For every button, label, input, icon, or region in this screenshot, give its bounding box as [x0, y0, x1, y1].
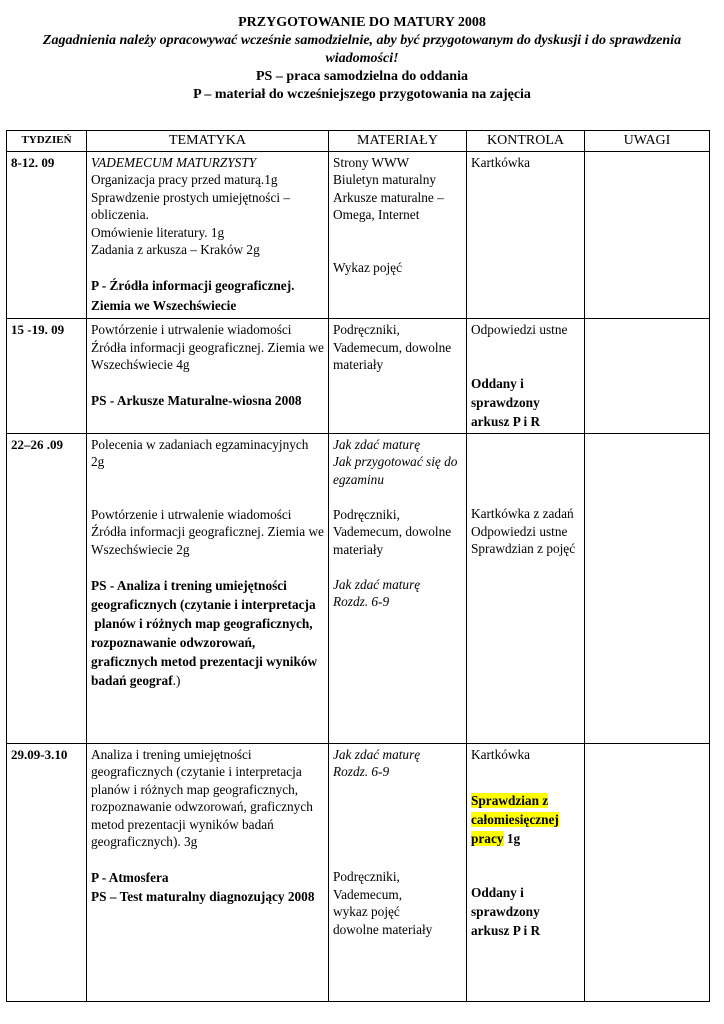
topic-bold-tail: .)	[172, 672, 181, 688]
control-line: Kartkówka z zadań	[471, 506, 574, 521]
material-line: Jak zdać maturę	[333, 436, 421, 452]
p-legend: P – materiał do wcześniejszego przygotowania na zajęcia	[193, 87, 531, 102]
topic-cell	[87, 743, 329, 1001]
material-line: Wykaz pojęć	[333, 259, 402, 275]
control-line: Sprawdzian z pojęć	[471, 541, 576, 556]
material-line: Vademecum,	[333, 886, 403, 902]
topic-bold-part: planów i różnych map geograficznych, rozpoznawanie odwzorowań, graficznych metod prezentacji wyników badań geograf	[91, 615, 318, 688]
control-highlight-tail: 1g	[503, 830, 521, 846]
topic-bold: PS – Test maturalny diagnozujący 2008	[91, 889, 315, 904]
control-cell	[467, 743, 585, 1001]
week-cell: 8-12. 09	[7, 151, 87, 319]
document-title: PRZYGOTOWANIE DO MATURY 2008	[238, 15, 486, 30]
table-header-row	[7, 131, 710, 152]
notes-cell	[585, 151, 710, 319]
topic-line: Organizacja pracy przed maturą.1g	[91, 172, 278, 187]
notes-cell	[585, 743, 710, 1001]
topic-bold	[91, 576, 324, 690]
topic-line: Polecenia w zadaniach egzaminacyjnych 2g	[91, 436, 309, 469]
column-header-notes: UWAGI	[585, 131, 710, 152]
control-line: Kartkówka	[471, 746, 531, 762]
material-line: Jak zdać maturę	[333, 576, 421, 592]
materials-cell: Podręczniki, Vademecum, dowolne materiały	[329, 319, 467, 434]
material-line: wykaz pojęć	[333, 904, 400, 919]
topic-bold: PS - Arkusze Maturalne-wiosna 2008	[91, 393, 302, 408]
material-line: Rozdz. 6-9	[333, 594, 390, 609]
topic-line: Powtórzenie i utrwalenie wiadomości Źródła informacji geograficznej. Ziemia we Wszechświecie 2g	[91, 506, 324, 557]
material-line: Strony WWW	[333, 154, 410, 170]
topic-bold-part: PS - Analiza i trening umiejętności geograficznych (czytanie i interpretacja	[91, 577, 316, 612]
control-cell: Kartkówka	[467, 151, 585, 319]
material-line: Jak przygotować się do egzaminu	[333, 454, 458, 487]
topic-line: Analiza i trening umiejętności geograficznych (czytanie i interpretacja planów i różnych map geograficznych, rozpoznawanie odwzorowań, graficznych metod prezentacji wyników badań geograficznych). 3g	[91, 746, 313, 849]
topic-line: Zadania z arkusza – Kraków 2g	[91, 242, 260, 257]
control-line: Odpowiedzi ustne	[471, 322, 568, 337]
document-header	[0, 14, 724, 104]
column-header-control: KONTROLA	[467, 131, 585, 152]
column-header-topics: TEMATYKA	[87, 131, 329, 152]
material-line: dowolne materiały	[333, 921, 433, 937]
control-highlight: Sprawdzian z całomiesięcznej pracy	[471, 792, 559, 846]
topic-bold: P - Atmosfera	[91, 870, 169, 885]
column-header-week: TYDZIEŃ	[7, 131, 87, 152]
topic-line: Powtórzenie i utrwalenie wiadomości Źródła informacji geograficznej. Ziemia we Wszechświecie 4g	[91, 322, 324, 372]
topic-cell	[87, 433, 329, 743]
notes-cell	[585, 433, 710, 743]
ps-legend: PS – praca samodzielna do oddania	[256, 69, 468, 84]
control-line: Odpowiedzi ustne	[471, 523, 568, 539]
material-line: Rozdz. 6-9	[333, 764, 390, 779]
schedule-table	[6, 130, 710, 1002]
material-line: Podręczniki,	[333, 869, 400, 884]
material-line: Podręczniki, Vademecum, dowolne materiały	[333, 506, 452, 557]
topic-line: VADEMECUM MATURZYSTY	[91, 154, 257, 170]
document-subtitle: Zagadnienia należy opracowywać wcześnie samodzielnie, aby być przygotowanym do dyskusji i do sprawdzenia wiadomości!	[42, 33, 682, 66]
control-cell	[467, 433, 585, 743]
table-row	[7, 743, 710, 1001]
table-row	[7, 151, 710, 319]
topic-bold: P - Źródła informacji geograficznej. Ziemia we Wszechświecie	[91, 278, 295, 313]
topic-line: Sprawdzenie prostych umiejętności – obliczenia.	[91, 189, 291, 222]
materials-cell	[329, 433, 467, 743]
week-cell: 15 -19. 09	[7, 319, 87, 434]
material-line: Arkusze maturalne – Omega, Internet	[333, 189, 444, 222]
notes-cell	[585, 319, 710, 434]
materials-cell	[329, 743, 467, 1001]
topic-cell	[87, 319, 329, 434]
table-row	[7, 433, 710, 743]
week-cell: 29.09-3.10	[7, 743, 87, 1001]
topic-cell	[87, 151, 329, 319]
control-cell	[467, 319, 585, 434]
control-bold: Oddany i sprawdzony arkusz P i R	[471, 884, 541, 938]
topic-line: Omówienie literatury. 1g	[91, 224, 225, 240]
column-header-materials: MATERIAŁY	[329, 131, 467, 152]
material-line: Biuletyn maturalny	[333, 172, 437, 187]
materials-cell	[329, 151, 467, 319]
table-row	[7, 319, 710, 434]
control-highlight-block	[471, 791, 580, 848]
material-line: Jak zdać maturę	[333, 746, 421, 762]
control-bold: Oddany i sprawdzony arkusz P i R	[471, 375, 541, 429]
week-cell: 22–26 .09	[7, 433, 87, 743]
